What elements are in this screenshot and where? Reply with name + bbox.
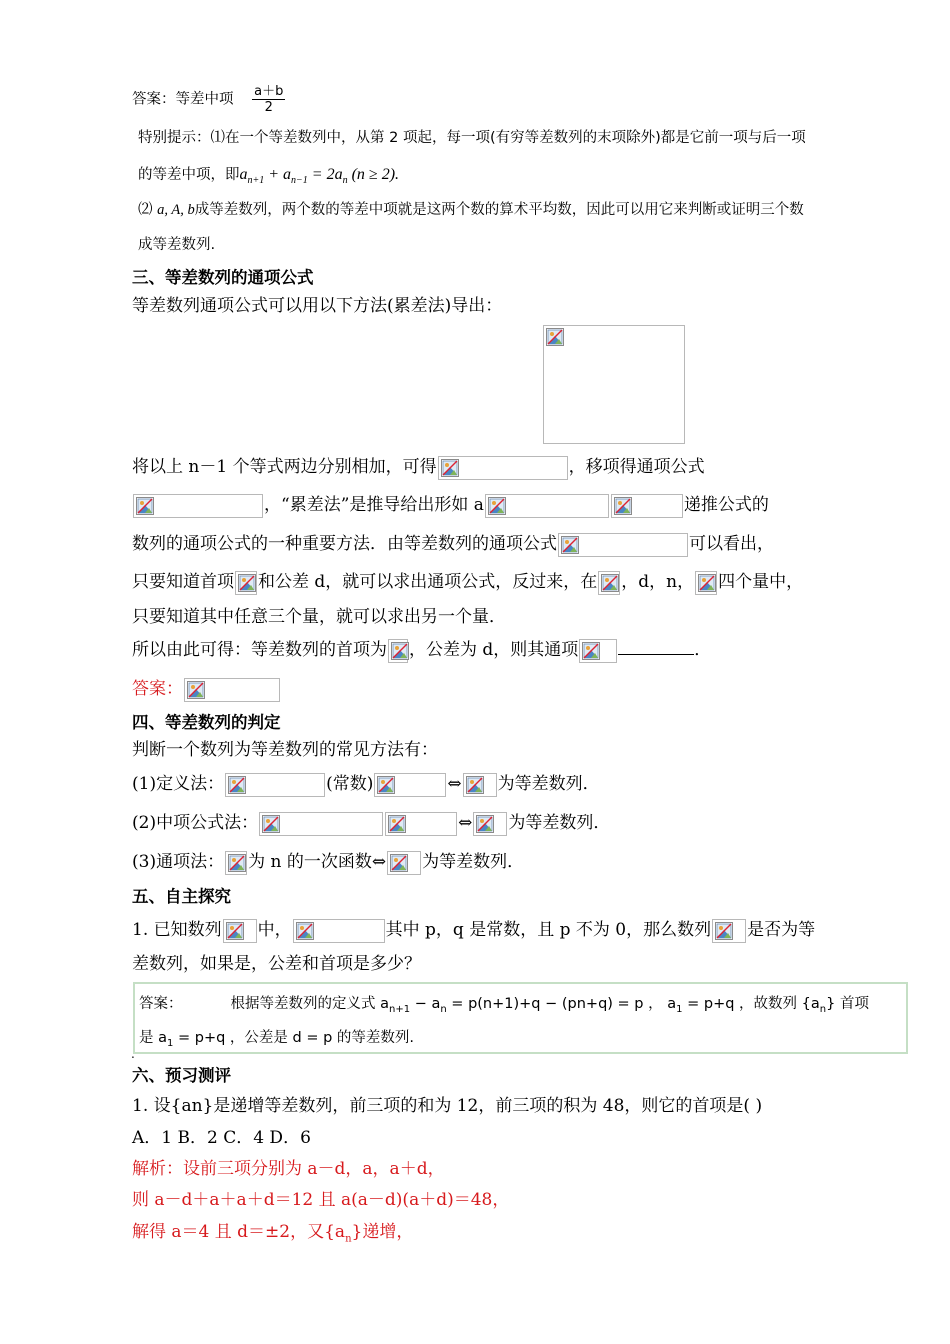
answer-formula: 根据等差数列的定义式 $a_{n+1} - a_n = p(n+1)+q - (pn+q) = p$ ， $a_1 = p+q$ ，故数列 $\{a_n\}$ 首项 xyxy=(230,996,869,1015)
formula-image-placeholder xyxy=(473,812,507,836)
formula-image-placeholder xyxy=(388,639,408,663)
question1-line1 xyxy=(132,918,815,943)
tip1-formula: $a_{n+1} + a_{n-1} = 2a_n$ (n ≥ 2). xyxy=(239,166,400,187)
derivation-image-placeholder xyxy=(543,325,685,444)
question-text: 其中 p，q 是常数，且 p 不为 0，那么数列 xyxy=(385,920,712,940)
section3-line4 xyxy=(132,532,774,557)
tip2-text: 成等差数列，两个数的等差中项就是这两个数的算术平均数，因此可以用它来判断或证明三个数 xyxy=(194,202,804,218)
solution-line3: 解得 a＝4 且 d＝±2，又$\{a_n\}$递增， xyxy=(132,1222,414,1245)
formula-image-placeholder xyxy=(374,773,446,797)
formula-image-placeholder xyxy=(611,494,683,518)
tip2-line1 xyxy=(138,198,804,222)
section3-line5 xyxy=(132,570,803,595)
method-definition xyxy=(132,772,600,797)
tip1-line2 xyxy=(138,163,399,193)
broken-image-icon xyxy=(296,922,314,940)
method-label: (1)定义法： xyxy=(132,774,225,794)
period: ． xyxy=(694,640,712,660)
broken-image-icon xyxy=(187,681,205,699)
broken-image-icon xyxy=(715,922,733,940)
answer-label: 答案：等差中项 xyxy=(132,91,234,108)
formula-image-placeholder xyxy=(579,639,617,663)
fraction-numerator: a＋b xyxy=(254,84,284,99)
quiz-question1: 1. 设{an}是递增等差数列，前三项的和为 12，前三项的积为 48，则它的首项是( ) xyxy=(132,1096,763,1116)
formula-image-placeholder xyxy=(385,812,457,836)
tip1-text: 的等差中项，即 xyxy=(138,167,240,183)
section3-line6: 只要知道其中任意三个量，就可以求出另一个量． xyxy=(132,607,506,627)
tip2-vars: a, A, b xyxy=(157,202,195,218)
broken-image-icon xyxy=(476,815,494,833)
text-constant: (常数) xyxy=(326,774,374,794)
text-is-arithmetic: 为等差数列． xyxy=(422,852,525,872)
quiz-options: A．1 B．2 C．4 D．6 xyxy=(132,1128,311,1148)
formula-image-placeholder xyxy=(463,773,497,797)
text-general-term: ，公差为 d，则其通项 xyxy=(409,640,579,660)
text-sum-equations: 将以上 n－1 个等式两边分别相加，可得 xyxy=(132,457,437,477)
text-is-arithmetic: 为等差数列． xyxy=(497,774,600,794)
broken-image-icon xyxy=(698,574,716,592)
method-label: (3)通项法： xyxy=(132,852,225,872)
formula-image-placeholder xyxy=(558,533,688,557)
broken-image-icon xyxy=(377,776,395,794)
broken-image-icon xyxy=(226,922,244,940)
formula-image-placeholder xyxy=(259,812,383,836)
answer-label: 答案： xyxy=(132,679,183,699)
text-first-term-is: 所以由此可得：等差数列的首项为 xyxy=(132,640,387,660)
text-four-quantities: 四个量中， xyxy=(718,572,804,592)
section6-title: 六、预习测评 xyxy=(132,1066,231,1085)
broken-image-icon xyxy=(228,854,246,872)
formula-image-placeholder xyxy=(223,919,257,943)
formula-image-placeholder xyxy=(387,851,421,875)
answer-box xyxy=(133,982,908,1054)
formula-image-placeholder xyxy=(225,773,325,797)
text-cumulative-difference: ，“累差法”是推导给出形如 a xyxy=(264,495,484,515)
answer-line xyxy=(132,84,285,115)
fraction-denominator: 2 xyxy=(264,100,273,115)
broken-image-icon xyxy=(238,574,256,592)
solution-line2: 则 a－d＋a＋a＋d＝12 且 a(a－d)(a＋d)＝48， xyxy=(132,1190,510,1210)
broken-image-icon xyxy=(228,776,246,794)
formula-image-placeholder xyxy=(485,494,609,518)
fill-in-blank xyxy=(618,638,694,655)
tip2-prefix: ⑵ xyxy=(138,202,153,218)
fraction-a-plus-b-over-2 xyxy=(252,84,285,115)
formula-image-placeholder xyxy=(695,571,717,595)
text-recursive-formula: 递推公式的 xyxy=(683,495,769,515)
section3-line3 xyxy=(132,493,769,518)
method-general-term xyxy=(132,850,524,875)
stray-dot: . xyxy=(131,1047,135,1061)
text-can-see: 可以看出， xyxy=(689,534,774,554)
tip2-line2: 成等差数列. xyxy=(138,237,216,253)
section3-title: 三、等差数列的通项公式 xyxy=(132,268,314,287)
section3-answer xyxy=(132,677,281,702)
formula-image-placeholder xyxy=(712,919,746,943)
broken-image-icon xyxy=(441,459,459,477)
formula-image-placeholder xyxy=(598,571,620,595)
broken-image-icon xyxy=(136,497,154,515)
broken-image-icon xyxy=(391,642,409,660)
section4-intro: 判断一个数列为等差数列的常见方法有： xyxy=(132,740,438,760)
broken-image-icon xyxy=(262,815,280,833)
broken-image-icon xyxy=(582,642,600,660)
method-label: (2)中项公式法： xyxy=(132,813,259,833)
question-text: 1. 已知数列 xyxy=(132,920,222,940)
section3-line7 xyxy=(132,638,711,663)
question-text: 中， xyxy=(257,920,292,940)
formula-image-placeholder xyxy=(235,571,257,595)
text-linear-function: 为 n 的一次函数⇔ xyxy=(248,852,387,872)
broken-image-icon xyxy=(546,328,564,346)
tip1-line1: 特别提示：⑴在一个等差数列中，从第 2 项起，每一项(有穷等差数列的末项除外)都是它前一项与后一项 xyxy=(138,130,806,146)
answer-label: 答案： xyxy=(139,996,183,1012)
answer-row1 xyxy=(139,992,869,1015)
answer-row2: 是 $a_1 = p+q$ ，公差是 d = p 的等差数列. xyxy=(139,1030,415,1049)
question1-line2: 差数列，如果是，公差和首项是多少？ xyxy=(132,954,421,974)
broken-image-icon xyxy=(390,854,408,872)
iff-symbol: ⇔ xyxy=(447,774,462,794)
method-middle-term xyxy=(132,811,610,836)
text-move-terms: ，移项得通项公式 xyxy=(568,457,705,477)
broken-image-icon xyxy=(614,497,632,515)
solution-line1: 解析：设前三项分别为 a－d，a，a＋d， xyxy=(132,1159,445,1179)
broken-image-icon xyxy=(488,497,506,515)
text-is-arithmetic: 为等差数列． xyxy=(508,813,611,833)
section3-line2 xyxy=(132,455,705,480)
formula-image-placeholder xyxy=(184,678,280,702)
iff-symbol: ⇔ xyxy=(458,813,473,833)
section4-title: 四、等差数列的判定 xyxy=(132,713,281,732)
text-important-method: 数列的通项公式的一种重要方法．由等差数列的通项公式 xyxy=(132,534,557,554)
formula-image-placeholder xyxy=(438,456,568,480)
broken-image-icon xyxy=(601,574,619,592)
section5-title: 五、自主探究 xyxy=(132,887,231,906)
formula-image-placeholder xyxy=(293,919,385,943)
broken-image-icon xyxy=(466,776,484,794)
question-text: 是否为等 xyxy=(747,920,816,940)
formula-image-placeholder xyxy=(225,851,247,875)
text-common-difference: 和公差 d，就可以求出通项公式，反过来，在 xyxy=(258,572,598,592)
section3-intro: 等差数列通项公式可以用以下方法(累差法)导出： xyxy=(132,296,503,316)
broken-image-icon xyxy=(388,815,406,833)
formula-image-placeholder xyxy=(133,494,263,518)
broken-image-icon xyxy=(561,536,579,554)
text-first-term: 只要知道首项 xyxy=(132,572,234,592)
text-d-n: ，d，n， xyxy=(621,572,695,592)
